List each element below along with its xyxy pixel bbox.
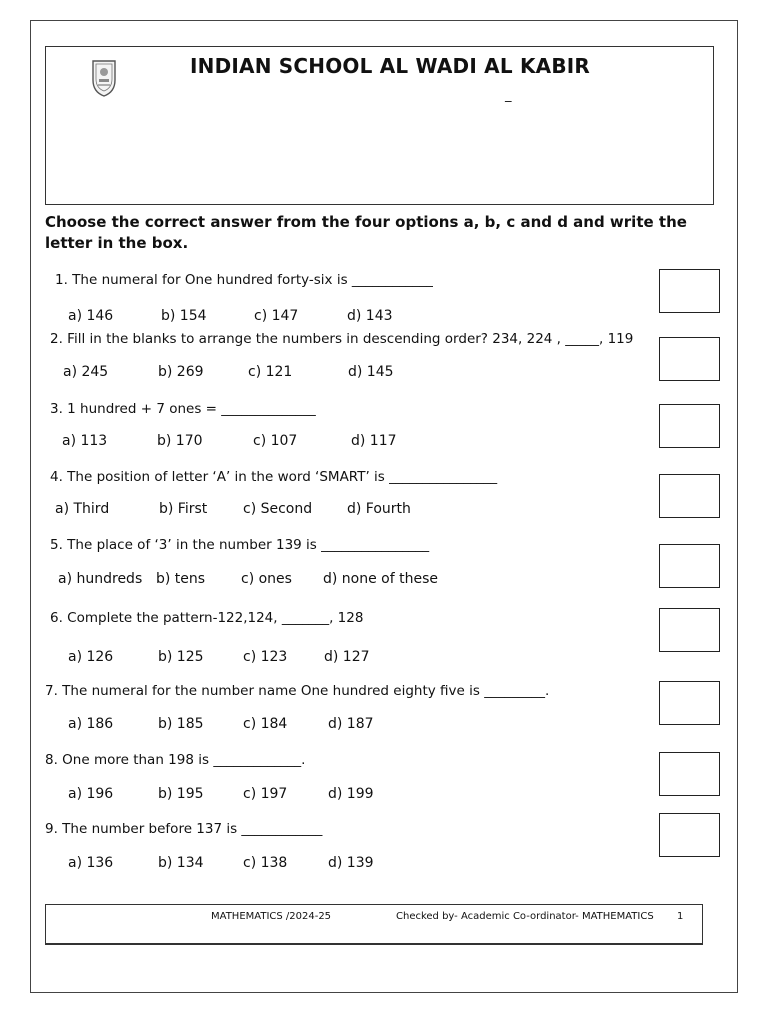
option-a: a) 196 <box>68 786 114 802</box>
option-b: b) 134 <box>158 855 204 871</box>
answer-box-9[interactable] <box>659 813 720 857</box>
footer-subject: MATHEMATICS /2024-25 <box>211 911 332 922</box>
answer-box-4[interactable] <box>659 474 720 518</box>
option-c: c) 197 <box>243 786 288 802</box>
question-3-text: 3. 1 hundred + 7 ones = ______________ <box>50 401 316 417</box>
option-d: d) Fourth <box>347 501 411 517</box>
answer-box-6[interactable] <box>659 608 720 652</box>
option-b: b) tens <box>156 571 206 587</box>
option-b: b) 125 <box>158 649 204 665</box>
option-a: a) 113 <box>62 433 108 449</box>
option-a: a) 186 <box>68 716 114 732</box>
option-d: d) 145 <box>348 364 394 380</box>
answer-box-8[interactable] <box>659 752 720 796</box>
answer-box-1[interactable] <box>659 269 720 313</box>
answer-box-5[interactable] <box>659 544 720 588</box>
option-d: d) 139 <box>328 855 374 871</box>
option-a: a) 245 <box>63 364 109 380</box>
question-9-text: 9. The number before 137 is ____________ <box>45 821 323 837</box>
option-c: c) 107 <box>253 433 298 449</box>
option-c: c) 184 <box>243 716 288 732</box>
instructions: Choose the correct answer from the four options a, b, c and d and write the letter in the box. <box>45 213 687 252</box>
answer-box-7[interactable] <box>659 681 720 725</box>
question-6-text: 6. Complete the pattern-122,124, _______, 128 <box>50 610 364 626</box>
footer-page-number: 1 <box>677 911 684 922</box>
option-d: d) 199 <box>328 786 374 802</box>
question-2-text: 2. Fill in the blanks to arrange the numbers in descending order? 234, 224 , _____, 119 <box>50 331 634 347</box>
option-d: d) 187 <box>328 716 374 732</box>
option-c: c) 147 <box>254 308 299 324</box>
option-c: c) ones <box>241 571 292 587</box>
question-1-text: 1. The numeral for One hundred forty-six is ____________ <box>55 272 433 288</box>
header-dash: _ <box>505 88 512 103</box>
option-c: c) Second <box>243 501 313 517</box>
option-b: b) 195 <box>158 786 204 802</box>
question-8-text: 8. One more than 198 is _____________. <box>45 752 306 768</box>
option-d: d) 117 <box>351 433 397 449</box>
option-a: a) hundreds <box>58 571 143 587</box>
answer-box-3[interactable] <box>659 404 720 448</box>
option-c: c) 121 <box>248 364 293 380</box>
option-c: c) 138 <box>243 855 288 871</box>
answer-box-2[interactable] <box>659 337 720 381</box>
school-name: INDIAN SCHOOL AL WADI AL KABIR <box>190 54 591 78</box>
option-b: b) 170 <box>157 433 203 449</box>
question-5-text: 5. The place of ‘3’ in the number 139 is ________________ <box>50 537 430 553</box>
option-c: c) 123 <box>243 649 288 665</box>
option-b: b) 269 <box>158 364 204 380</box>
option-d: d) 143 <box>347 308 393 324</box>
option-a: a) Third <box>55 501 110 517</box>
option-d: d) 127 <box>324 649 370 665</box>
option-a: a) 136 <box>68 855 114 871</box>
question-4-text: 4. The position of letter ‘A’ in the word ‘SMART’ is ________________ <box>50 469 498 485</box>
option-b: b) 154 <box>161 308 207 324</box>
option-b: b) 185 <box>158 716 204 732</box>
question-7-text: 7. The numeral for the number name One hundred eighty five is _________. <box>45 683 550 699</box>
option-b: b) First <box>159 501 208 517</box>
option-d: d) none of these <box>323 571 439 587</box>
option-a: a) 146 <box>68 308 114 324</box>
footer-checked-by: Checked by- Academic Co-ordinator- MATHEMATICS <box>396 911 654 922</box>
school-crest-icon <box>90 58 118 98</box>
option-a: a) 126 <box>68 649 114 665</box>
